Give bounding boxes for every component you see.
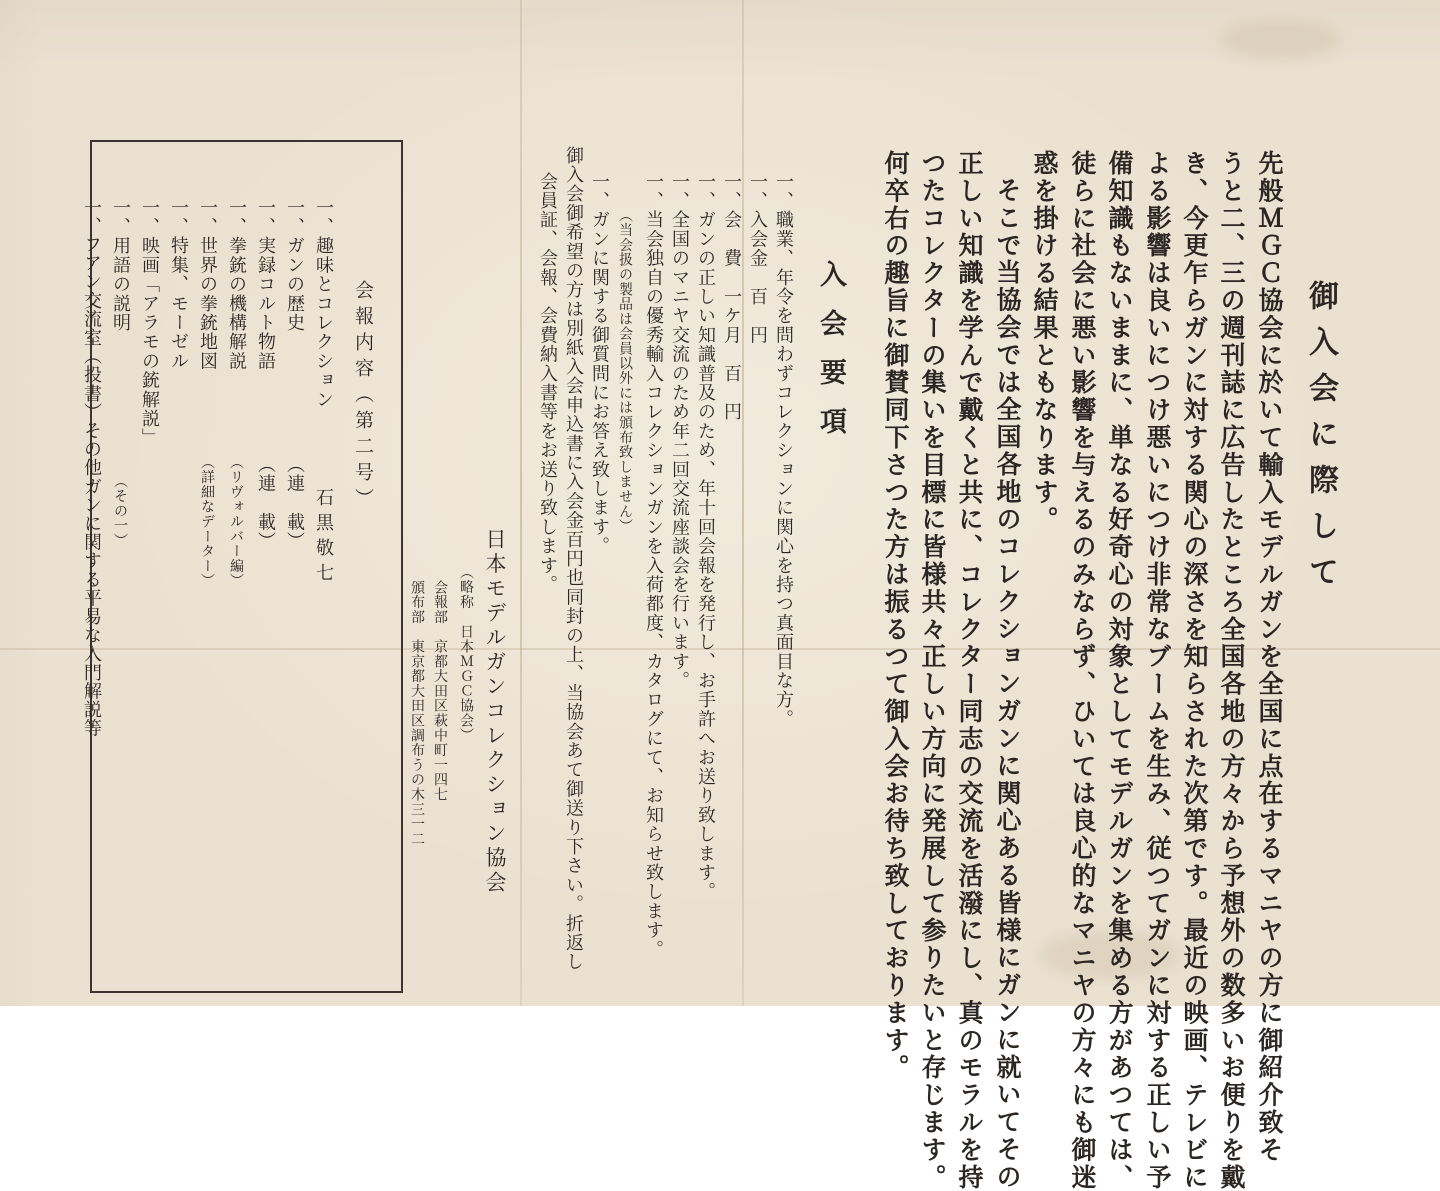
application-note: 会員証、会報、会費納入書等をお送り致します。 [537, 172, 558, 595]
intro-line-3: き、今更乍らガンに対する関心の深さを知らされた次第です。最近の映画、テレビに [1180, 150, 1209, 1191]
bulletin-item: 一、実録コルト物語 [255, 198, 276, 371]
fold-line [742, 0, 744, 1006]
requirement-item: 一、入会金 百 円 [747, 172, 768, 345]
bulletin-item: 一、世界の拳銃地図 [197, 198, 218, 371]
organization-abbrev: （略称 日本ＭＧＣ協会） [458, 565, 474, 743]
fold-line [520, 0, 522, 1006]
intro-line-4: よる影響は良いにつけ悪いにつけ非常なブームを生み、従つてガンに対する正しい予 [1143, 150, 1172, 1191]
intro-line-2: うと二、三の週刊誌に広告したところ全国各地の方々から予想外の数多いお便りを戴 [1217, 150, 1246, 1191]
bulletin-heading: 会報内容（第二号） [352, 280, 374, 514]
bulletin-item: 一、特集、モーゼル [168, 198, 189, 371]
intro-line-5: 備知識もないままに、単なる好奇心の対象としてモデルガンを集める方があつては、 [1105, 150, 1134, 1191]
intro-line-6: 徒らに社会に悪い影響を与えるのみならず、ひいては良心的なマニヤの方々にも御迷 [1068, 150, 1097, 1191]
page-title: 御入会に際して [1303, 280, 1338, 602]
requirement-item: 一、当会独自の優秀輸入コレクションガンを入荷都度、カタログにて、お知らせ致します。 [643, 172, 664, 960]
paper-stain [1220, 20, 1340, 60]
requirement-item: 一、会 費 一ケ月 百 円 [721, 172, 742, 422]
bulletin-item: 一、趣味とコレクション [313, 198, 334, 410]
intro-line-11: 何卒右の趣旨に御賛同下さつた方は振るつて御入会お待ち致しております。 [881, 150, 910, 1082]
bulletin-item: 一、映画「アラモの銃解説」 [139, 198, 160, 448]
requirement-item: 一、ガンの正しい知識普及のため、年十回会報を発行し、お手許へお送り致します。 [695, 172, 716, 902]
intro-line-1: 先般ＭＧＣ協会に於いて輸入モデルガンを全国に点在するマニヤの方に御紹介致そ [1255, 150, 1284, 1164]
bulletin-item: 一、拳銃の機構解説 [226, 198, 247, 371]
bulletin-item-note: （連 載） [255, 455, 276, 551]
intro-line-10: つたコレクターの集いを目標に皆様共々正しい方向に発展して参りたいと存じます。 [918, 150, 947, 1191]
requirements-heading: 入会要項 [815, 260, 846, 456]
bulletin-item: 一、ガンの歴史 [284, 198, 305, 333]
intro-line-9: 正しい知識を学んで戴くと共に、コレクター同志の交流を活潑にし、真のモラルを持 [955, 150, 984, 1191]
bulletin-item-note: （リヴォルバー編） [228, 455, 244, 589]
requirement-item: 一、ガンに関する御質問にお答え致します。 [589, 172, 610, 556]
organization-office: 会報部 京都大田区萩中町一四七 [432, 580, 448, 802]
intro-line-8: そこで当協会では全国各地のコレクションガンに関心ある皆様にガンに就いてその [993, 177, 1022, 1191]
bulletin-item-note: 石黒敬七 [313, 488, 334, 588]
bulletin-item-note: （詳細なデーター） [199, 455, 215, 589]
application-note: 御入会御希望の方は別紙入会申込書に入会金百円也同封の上、当協会あて御送り下さい。折返し [563, 146, 584, 972]
intro-line-7: 惑を掛ける結果ともなります。 [1030, 150, 1059, 534]
requirement-item: 一、全国のマニヤ交流のため年二回交流座談会を行います。 [669, 172, 690, 691]
organization-office: 頒布部 東京都大田区調布うの木三一二 [409, 580, 425, 847]
requirement-note: （当会扱の製品は会員以外には頒布致しません） [617, 208, 633, 534]
organization-name: 日本モデルガンコレクション協会 [483, 528, 507, 896]
bulletin-item-note: （連 載） [284, 455, 305, 551]
bulletin-item: 一、フアン交流室（投書）その他ガンに関する平易な入門解説等 [81, 198, 102, 738]
bulletin-item: 一、用語の説明 [110, 198, 131, 333]
requirement-item: 一、職業、年令を問わずコレクションに関心を持つ真面目な方。 [773, 172, 794, 729]
bulletin-item-note: （その一） [112, 474, 128, 548]
